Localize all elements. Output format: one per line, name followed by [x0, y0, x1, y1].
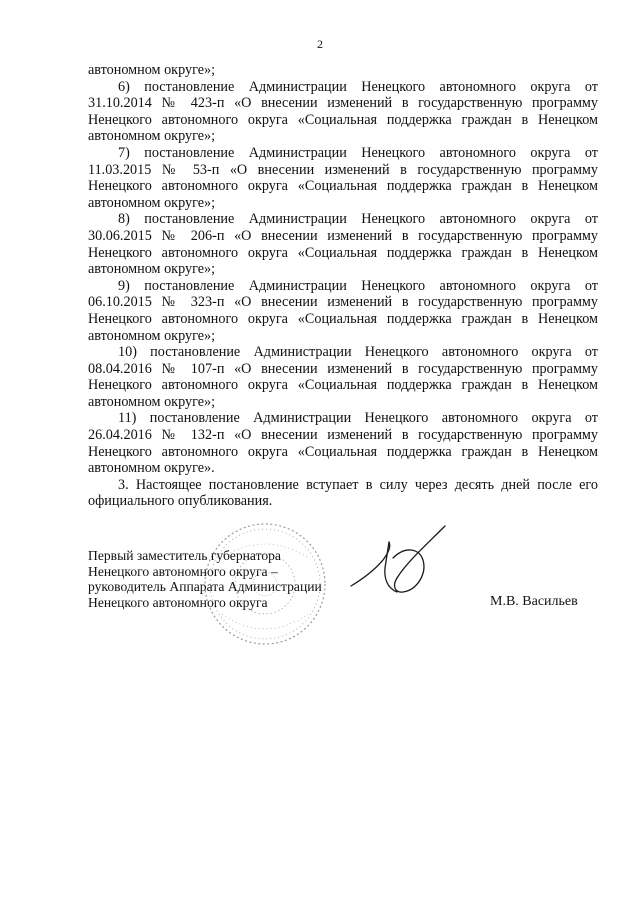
signatory-title-line: Ненецкого автономного округа [88, 594, 268, 610]
handwritten-signature [345, 520, 455, 610]
body-text [88, 62, 598, 510]
list-item-10: 10) постановление Администрации Ненецкого автономного округа от 08.04.2016 № 107-п «О внесении изменений в государственную программу Ненецкого автономного округа «Социальная поддержка граждан в Ненецком автономном округе»; [88, 344, 598, 410]
signer-name: М.В. Васильев [490, 594, 578, 609]
list-item-9: 9) постановление Администрации Ненецкого автономного округа от 06.10.2015 № 323-п «О внесении изменений в государственную программу Ненецкого автономного округа «Социальная поддержка граждан в Ненецком автономном округе»; [88, 277, 598, 344]
list-item-11: 11) постановление Администрации Ненецкого автономного округа от 26.04.2016 № 132-п «О внесении изменений в государственную программу Ненецкого автономного округа «Социальная поддержка граждан в Ненецком автономном округе». [88, 410, 598, 477]
page-number: 2 [317, 37, 323, 51]
paragraph: автономном округе»; [88, 62, 216, 78]
signatory-title-line: Ненецкого автономного округа – [88, 563, 278, 579]
signatory-title-line: руководитель Аппарата Администрации [88, 579, 322, 595]
list-item-8: 8) постановление Администрации Ненецкого автономного округа от 30.06.2015 № 206-п «О внесении изменений в государственную программу Ненецкого автономного округа «Социальная поддержка граждан в Ненецком автономном округе»; [88, 211, 598, 278]
signature-block [88, 548, 328, 610]
list-item-6: 6) постановление Администрации Ненецкого автономного округа от 31.10.2014 № 423-п «О внесении изменений в государственную программу Ненецкого автономного округа «Социальная поддержка граждан в Ненецком автономном округе»; [88, 78, 598, 145]
signatory-title-line: Первый заместитель губернатора [88, 548, 281, 563]
effective-date-paragraph: 3. Настоящее постановление вступает в силу через десять дней после его официального опубликования. [88, 476, 598, 510]
list-item-7: 7) постановление Администрации Ненецкого автономного округа от 11.03.2015 № 53-п «О внесении изменений в государственную программу Ненецкого автономного округа «Социальная поддержка граждан в Ненецком автономном округе»; [88, 144, 598, 211]
